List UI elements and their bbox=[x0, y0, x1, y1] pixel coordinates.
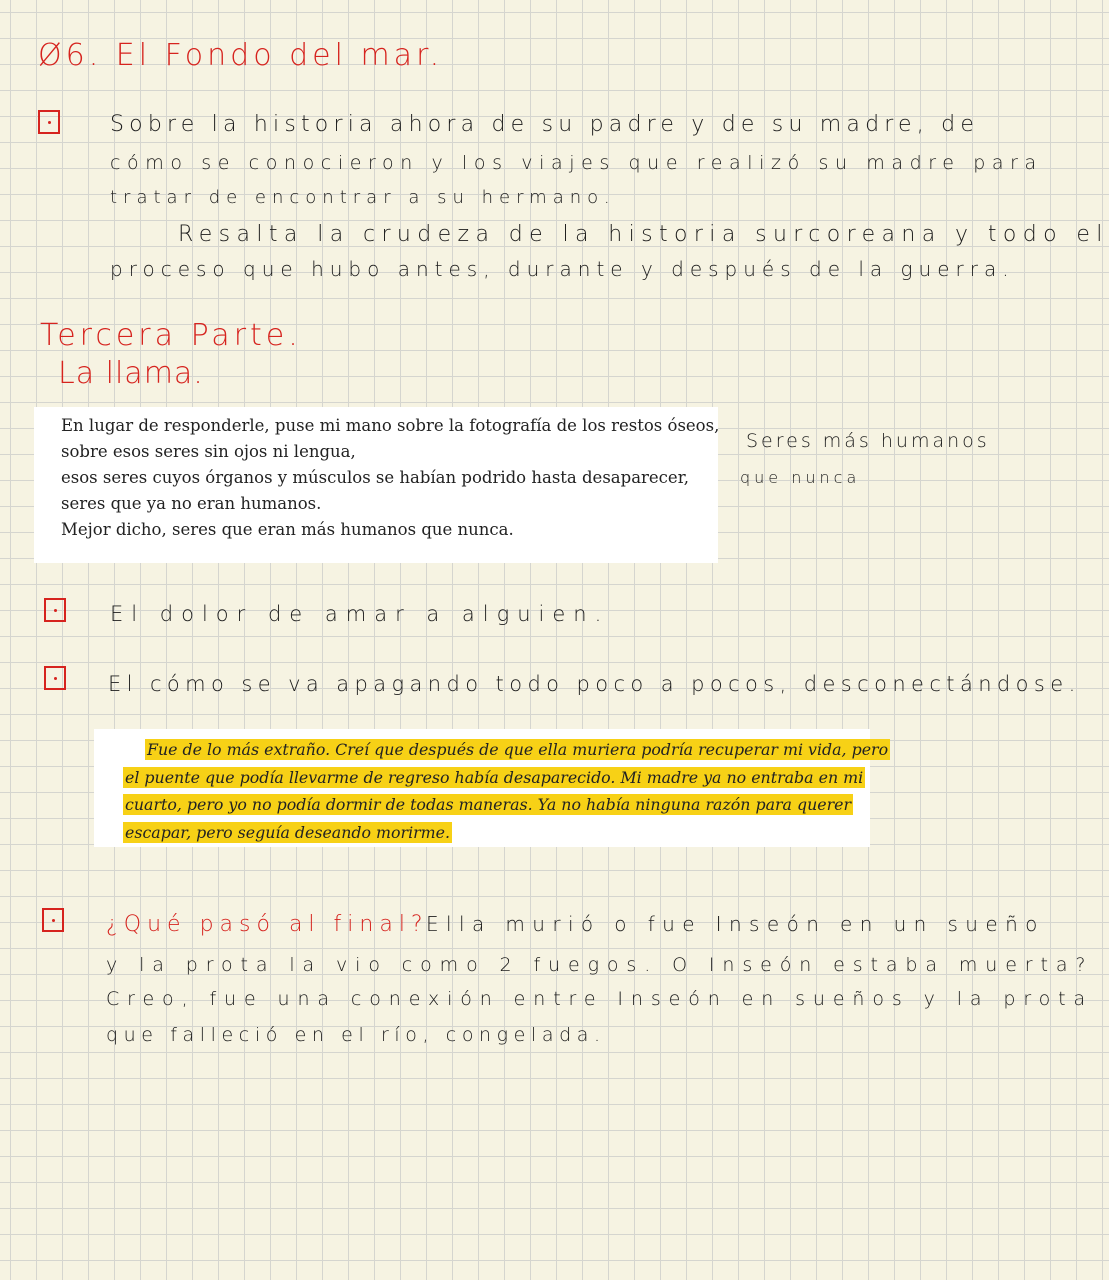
note-1-line-5: proceso que hubo antes, durante y después de la guerra. bbox=[110, 257, 1015, 281]
checkbox-note-3[interactable] bbox=[44, 666, 66, 690]
highlighted-text: Fue de lo más extraño. Creí que después de que ella muriera podría recuperar mi vida, pero bbox=[147, 740, 889, 759]
note-4-line-2: y la prota la vio como 2 fuegos. O Inseón estaba muerta? bbox=[106, 954, 1094, 976]
note-4-line-1: Ella murió o fue Inseón en un sueño bbox=[426, 912, 1045, 936]
highlighted-text: el puente que podía llevarme de regreso había desaparecido. Mi madre ya no entraba en mi bbox=[125, 767, 864, 787]
quote-1-line: Mejor dicho, seres que eran más humanos que nunca. bbox=[61, 520, 514, 539]
note-4-line-3: Creo, fue una conexión entre Inseón en sueños y la prota bbox=[106, 988, 1094, 1010]
quote-1-line: seres que ya no eran humanos. bbox=[61, 494, 322, 513]
note-1-line-4: Resalta la crudeza de la historia surcoreana y todo el bbox=[178, 222, 1109, 247]
note-1-line-3: tratar de encontrar a su hermano. bbox=[110, 187, 616, 208]
highlighted-text: escapar, pero seguía deseando morirme. bbox=[125, 822, 451, 842]
quote-1-line: sobre esos seres sin ojos ni lengua, bbox=[61, 442, 356, 461]
side-note-line-1: Seres más humanos bbox=[746, 430, 990, 452]
quote-1-line: esos seres cuyos órganos y músculos se habían podrido hasta desaparecer, bbox=[61, 468, 690, 487]
note-1-line-2: cómo se conocieron y los viajes que realizó su madre para bbox=[110, 152, 1043, 174]
highlighted-text: cuarto, pero yo no podía dormir de todas maneras. Ya no había ninguna razón para querer bbox=[125, 795, 852, 814]
note-1-line-1: Sobre la historia ahora de su padre y de su madre, de bbox=[110, 112, 980, 137]
note-4-question: ¿Qué pasó al final? bbox=[106, 912, 429, 937]
side-note-line-2: que nunca bbox=[740, 468, 861, 487]
checkbox-note-1[interactable] bbox=[38, 110, 60, 134]
checkbox-note-2[interactable] bbox=[44, 598, 66, 622]
note-4-line-4: que falleció en el río, congelada. bbox=[106, 1024, 606, 1046]
book-quote-2 bbox=[94, 729, 889, 847]
book-quote-1 bbox=[34, 407, 718, 563]
note-2-text: El dolor de amar a alguien. bbox=[110, 602, 610, 626]
section-subheading: La llama. bbox=[58, 356, 204, 391]
quote-1-line: En lugar de responderle, puse mi mano sobre la fotografía de los restos óseos, bbox=[61, 416, 720, 435]
section-heading: Tercera Parte. bbox=[40, 318, 302, 353]
checkbox-note-4[interactable] bbox=[42, 908, 64, 932]
note-title: Ø6. El Fondo del mar. bbox=[38, 38, 444, 73]
note-3-text: El cómo se va apagando todo poco a pocos, desconectándose. bbox=[108, 672, 1081, 696]
